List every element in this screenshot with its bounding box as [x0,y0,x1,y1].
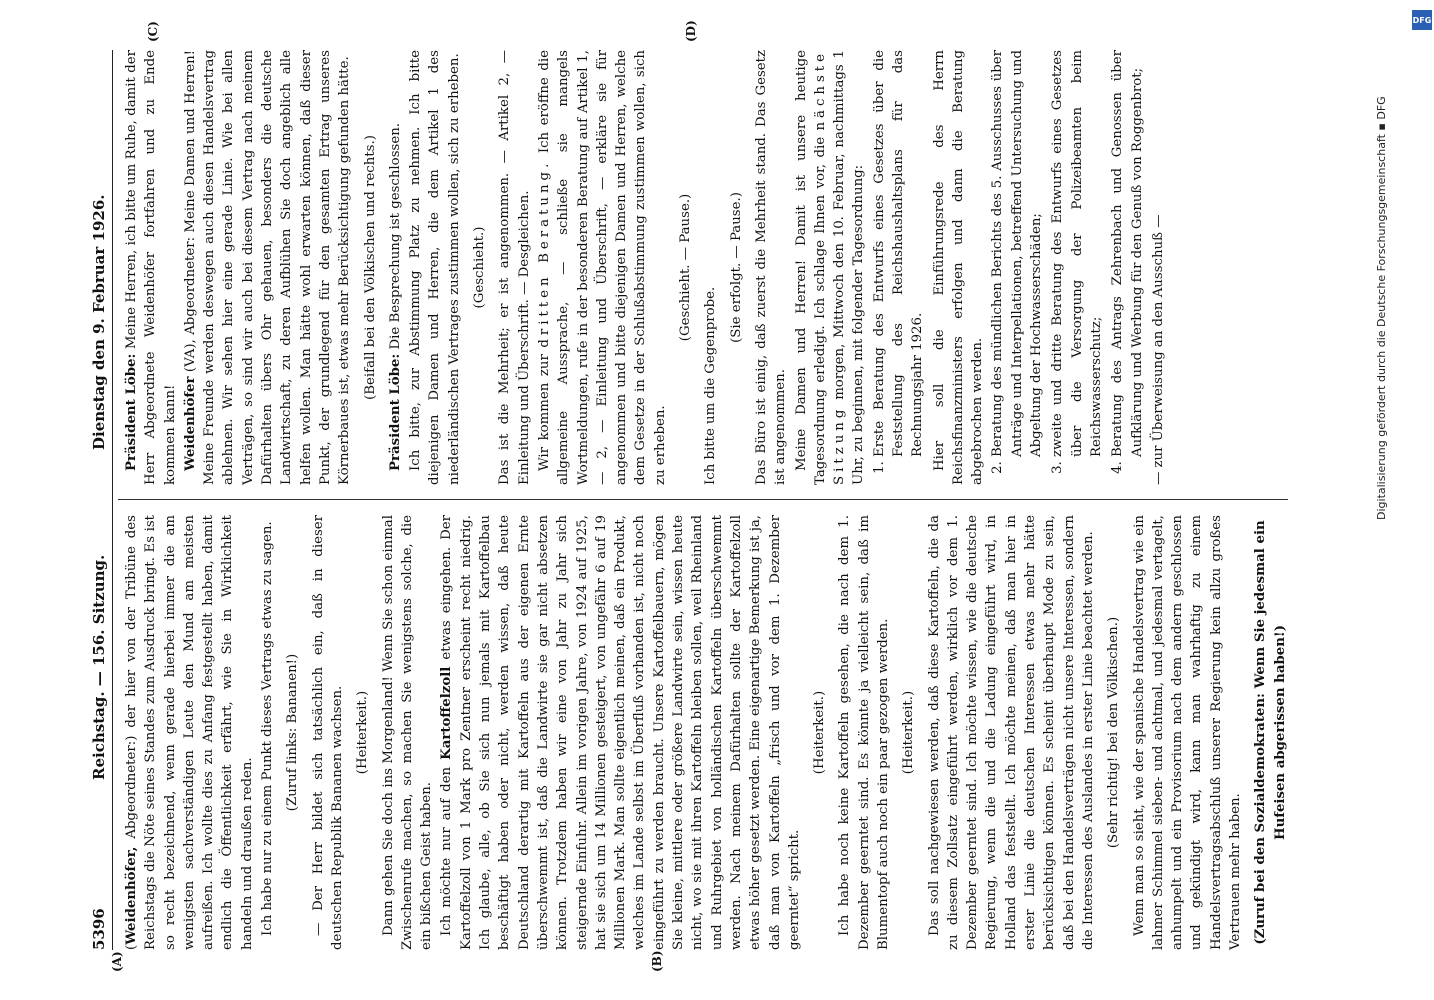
agenda-item: 2. Beratung des mündlichen Berichts des 5. Ausschusses über Anträge und Interpellationen, betreffend Untersuchung und Abgeltung der Hochwasserschäden; [988,50,1046,457]
session-title: Reichstag. — 156. Sitzung. [90,554,108,780]
agenda-list [988,50,1146,485]
paragraph-text: der hier von der Tribüne des Reichstags die Nöte seines Standes zum Ausdruck bringt. Es ist so recht bezeichnend, wenn gerade hierbei immer die am wenigsten sachverständigen Leute den Mund am meisten aufreißen. Ich wollte dies zu Anfang festgestellt haben, damit endlich die Öffentlichkeit erfährt, wie Sie in Wirklichkeit handeln und draußen reden. [124,515,255,950]
paragraph [122,50,180,485]
document-page [88,20,1298,972]
procedure-note: (Geschieht.) [472,226,488,309]
speaker-name: Weidenhöfer, [124,846,139,945]
paragraph-text: (VA), Abgeordneter: Meine Damen und Herren! Meine Freunde werden deswegen auch diesen Handelsvertrag ablehnen. Wir sehen hier eine gerade Linie. Wie bei allen Verträgen, so sind wir auch bei diesem Vertrag nach meinem Dafürhalten übers Ohr gehauen, besonders die deutsche Landwirtschaft, zu deren Aufblühen Sie doch angeblich alle helfen wollen. Man hätte wohl erwarten können, daß dieser Punkt, der grundlegend für den gesamten Ertrag unseres Körnerbaues ist, etwas mehr Berücksichtigung gefunden hätte. [182,50,353,485]
paragraph-text: Meine Herren, ich bitte um Ruhe, damit der Herr Abgeordnete Weidenhöfer fortfahren und zu Ende kommen kann! [124,50,178,485]
procedure-note: (Geschieht. — Pause.) [678,193,694,342]
paragraph: Dann gehen Sie doch ins Morgenland! Wenn Sie schon einmal Zwischenrufe machen, so machen Sie wenigstens solche, die ein bißchen Geist haben. [380,515,435,950]
applause-note: (Beifall bei den Völkischen und rechts.) [362,135,378,400]
margin-mark-a: (A) [110,951,124,972]
interjection: (Zuruf bei den Sozialdemokraten: Wenn Sie jedesmal ein Hufeisen abgerissen haben!) [1253,520,1288,945]
interjection: (Zuruf links: Bananen!) [285,653,301,812]
agenda-item: 3. zweite und dritte Beratung des Entwurfs eines Gesetzes über die Versorgung der Polizeibeamten beim Reichswasserschutz; [1048,50,1106,457]
paragraph-text: Wir kommen zur [536,354,552,471]
paragraph: — Der Herr bildet sich tatsächlich ein, daß in dieser deutschen Republik Bananen wachsen. [310,515,345,950]
column-divider [118,499,1288,500]
session-date: Dienstag den 9. Februar 1926. [90,194,108,450]
paragraph: Wenn man so sieht, wie der spanische Handelsvertrag wie ein lahmer Schimmel sieben- und achtmal, und jedesmal vertagelt, anhumpelt und ein Provisorium nach dem andern geschlossen und gekündigt wird, kann man wahrhaftig zu einem Handelsvertragsabschluß unserer Regierung kein allzu großes Vertrauen mehr haben. [1131,515,1244,950]
margin-mark-c: (C) [146,21,160,42]
paragraph: Ich habe nur zu einem Punkt dieses Vertrags etwas zu sagen. [260,521,276,936]
paragraph [181,50,355,485]
laughter-note: (Heiterkeit.) [355,690,371,775]
speaker-name: Weidenhöfer [182,376,198,471]
agenda-item: 1. Erste Beratung des Entwurfs eines Gesetzes über die Feststellung des Reichshaushaltsplans für das Rechnungsjahr 1926. [870,50,928,457]
agenda-note: — zur Überweisung an den Ausschuß — [1150,214,1166,485]
speaker-name: Präsident Löbe: [387,353,403,471]
paragraph-text: Die Besprechung ist geschlossen. [387,123,403,350]
laughter-note: (Heiterkeit.) [901,690,917,775]
paragraph: Ich bitte um die Gegenprobe. [703,286,719,485]
page-number: 5396 [90,908,108,950]
agenda-item: 4. Beratung des Antrags Zehrenbach und Genossen über Aufklärung und Werbung für den Genuß von Roggenbrot; [1108,50,1147,457]
paragraph [386,50,405,485]
left-column [122,515,1296,950]
paragraph: Hier soll die Einführungsrede des Herrn Reichsfinanzministers erfolgen und dann die Beratung abgebrochen werden. [931,50,986,485]
paragraph-text: morgen, Mittwoch den 10. Februar, nachmittags 1 Uhr, zu beginnen, mit folgender Tagesordnung: [832,50,867,485]
keyword: Kartoffelzoll [439,666,455,760]
speaker-name: Präsident Löbe: [124,353,139,471]
paragraph-text: etwas eingehen. Der Kartoffelzoll von 1 Mark pro Zentner erscheint recht niedrig. Ich glaube, alle, ob Sie sich nun jemals mit Kartoffelbau beschäftigt haben oder nicht, werden wissen, daß heute Deutschland derartig mit Kartoffeln aus der eigenen Ernte überschwemmt ist, daß die Landwirte sie gar nicht absetzen können. Trotzdem haben wir eine von Jahr zu Jahr sich steigernde Einfuhr. Allein im vorigen Jahre, von 1924 auf 1925, hat sie sich um 14 Millionen gesteigert, von ungefähr 6 auf 19 Millionen Mark. Man sollte eigentlich meinen, daß ein Produkt, welches im Lande selbst im Überfluß vorhanden ist, nicht noch eingeführt zu werden braucht. Unsere Kartoffelbauern, mögen Sie kleine, mittlere oder größere Landwirte sein, wissen heute nicht, wo sie mit ihren Kartoffeln bleiben sollen, weil Rheinland und Ruhrgebiet von holländischen Kartoffeln überschwemmt werden. Nach meinem Dafürhalten sollte der Kartoffelzoll etwas höher gesetzt werden. Eine eigenartige Bemerkung ist ja, daß man von Kartoffeln „frisch und vor dem 1. Dezember geerntet“ spricht. [439,515,802,950]
spaced-text: nächste Sitzung [812,50,848,485]
paragraph [535,50,670,485]
margin-mark-d: (D) [684,20,698,42]
interjection: (Sehr richtig! bei den Völkischen.) [1106,616,1122,849]
margin-mark-b: (B) [650,950,664,972]
paragraph: Das Büro ist einig, daß zuerst die Mehrheit stand. Das Gesetz ist angenommen. [753,50,789,485]
paragraph: Ich bitte, zur Abstimmung Platz zu nehmen. Ich bitte diejenigen Damen und Herren, die dem Artikel 1 des niederländischen Vertrages zustimmen wollen, sich zu erheben. [408,50,462,485]
paragraph-text: Ich möchte nur auf den [439,766,455,936]
paragraph: (Weidenhöfer, Abgeordneter:) der hier von der Tribüne des Reichstags die Nöte seines Standes zum Ausdruck bringt. Es ist so recht bezeichnend, wenn gerade hierbei immer die am wenigsten sachverständigen Leute den Mund am meisten aufreißen. Ich wollte dies zu Anfang festgestellt haben, damit endlich die Öffentlichkeit erfährt, wie Sie in Wirklichkeit handeln und draußen reden. [124,515,255,950]
paragraph: Ich habe noch keine Kartoffeln gesehen, die nach dem 1. Dezember geerntet sind. Es könnte ja vielleicht sein, daß im Blumentopf auch noch ein paar gezogen werden. [837,515,891,950]
procedure-note: (Sie erfolgt. — Pause.) [728,192,744,343]
dfg-logo: DFG [1412,10,1432,30]
agenda-list [870,50,928,485]
speaker-role: Abgeordneter: [124,740,139,839]
paragraph-text: Ich eröffne die allgemeine Aussprache, — schließe sie mangels Wortmeldungen, rufe in der besonderen Beratung auf Artikel 1, — 2, — Einleitung und Überschrift, — erkläre sie für angenommen und bitte diejenigen Damen und Herren, welche dem Gesetze in der Schlußabstimmung zustimmen wollen, sich zu erheben. [536,50,668,485]
digitization-credit: Digitalisierung gefördert durch die Deutsche Forschungsgemeinschaft ▪ DFG [1375,96,1388,520]
paragraph [437,515,804,950]
paragraph: Das ist die Mehrheit; er ist angenommen. — Artikel 2, — Einleitung und Überschrift. — Desgleichen. [497,50,532,485]
paragraph [792,50,869,485]
page-header [88,50,113,950]
right-column [122,50,1169,485]
spaced-text: dritten Beratung. [536,159,552,348]
paragraph-text: Meine Damen und Herren! Damit ist unsere heutige Tagesordnung erledigt. Ich schlage Ihnen vor, die [793,50,828,485]
laughter-note: (Heiterkeit.) [812,690,828,775]
paragraph: Das soll nachgewiesen werden, daß diese Kartoffeln, die da zu diesem Zollsatz eingeführt werden, wirklich vor dem 1. Dezember geerntet sind. Ich möchte wissen, wie die deutsche Regierung, wenn die und die Ladung eingeführt wird, in Holland das feststellt. Ich möchte meinen, daß man hier in erster Linie die deutschen Interessen etwas mehr hätte berücksichtigen können. Es scheint überhaupt Mode zu sein, daß bei den Handelsverträgen nicht unsere Interessen, sondern die Interessen des Auslandes in erster Linie beachtet werden. [926,515,1096,950]
